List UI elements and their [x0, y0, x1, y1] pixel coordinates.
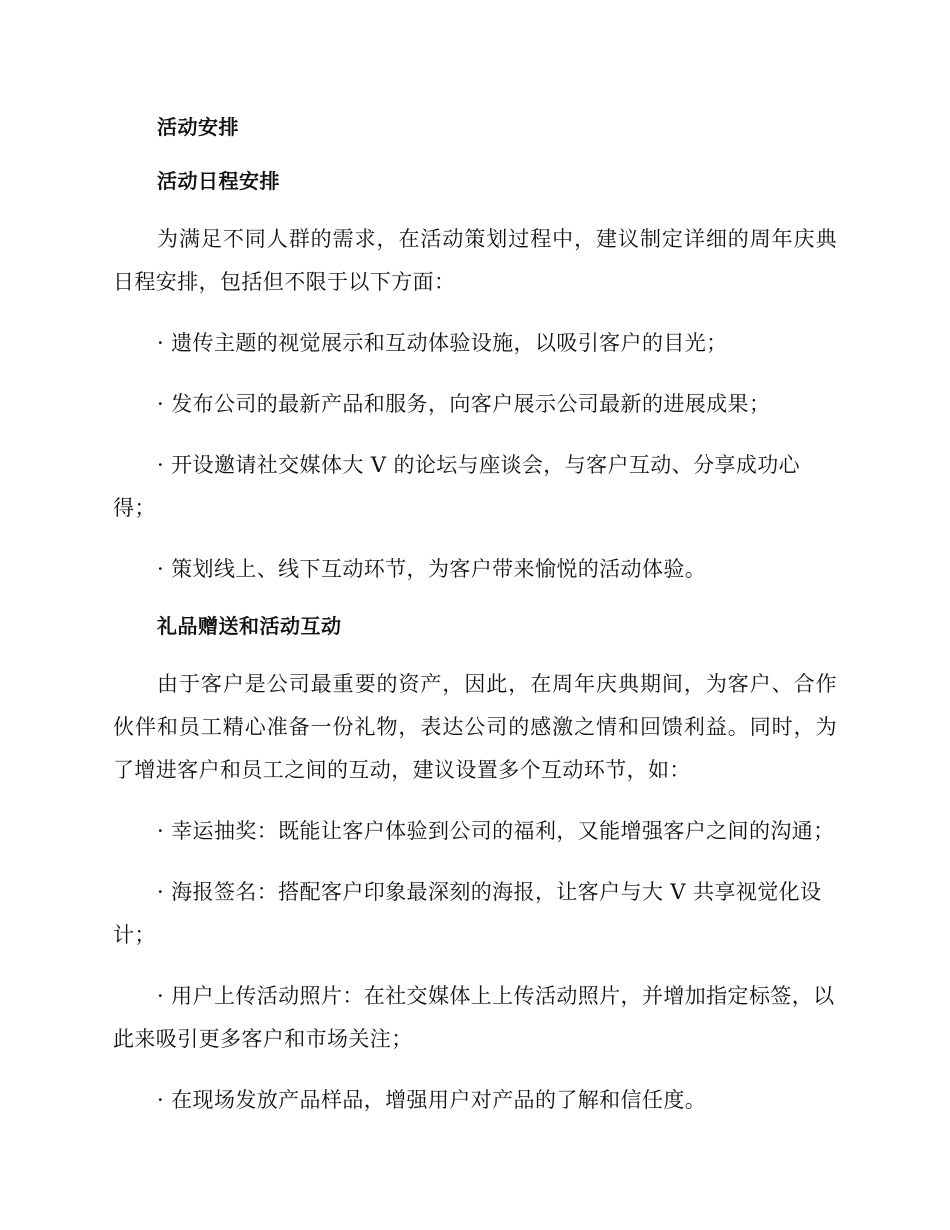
schedule-bullet-item: · 策划线上、线下互动环节，为客户带来愉悦的活动体验。: [157, 557, 707, 581]
schedule-bullet-item: · 发布公司的最新产品和服务，向客户展示公司最新的进展成果；: [157, 392, 771, 416]
gifts-bullet-item: · 海报签名：搭配客户印象最深刻的海报，让客户与大 V 共享视觉化设计；: [113, 880, 822, 947]
subsection-title-gifts: 礼品赠送和活动互动: [157, 614, 342, 638]
subsection-title-schedule: 活动日程安排: [157, 169, 280, 193]
section-heading: 活动安排: [157, 115, 239, 139]
schedule-bullet-item: · 遗传主题的视觉展示和互动体验设施，以吸引客户的目光；: [157, 331, 728, 355]
gifts-intro-paragraph: 由于客户是公司最重要的资产，因此，在周年庆典期间，为客户、合作伙伴和员工精心准备一份礼物，表达公司的感激之情和回馈利益。同时，为了增进客户和员工之间的互动，建议设置多个互动环节，如：: [113, 672, 837, 782]
gifts-bullet-item: · 在现场发放产品样品，增强用户对产品的了解和信任度。: [157, 1088, 707, 1112]
gifts-bullet-item: · 幸运抽奖：既能让客户体验到公司的福利，又能增强客户之间的沟通；: [157, 819, 835, 843]
schedule-bullet-item: · 开设邀请社交媒体大 V 的论坛与座谈会，与客户互动、分享成功心得；: [113, 453, 801, 520]
gifts-bullet-item: · 用户上传活动照片：在社交媒体上上传活动照片，并增加指定标签，以此来吸引更多客户和市场关注；: [113, 984, 835, 1051]
schedule-intro-paragraph: 为满足不同人群的需求，在活动策划过程中，建议制定详细的周年庆典日程安排，包括但不限于以下方面：: [113, 227, 837, 294]
document-body: [113, 110, 837, 1140]
